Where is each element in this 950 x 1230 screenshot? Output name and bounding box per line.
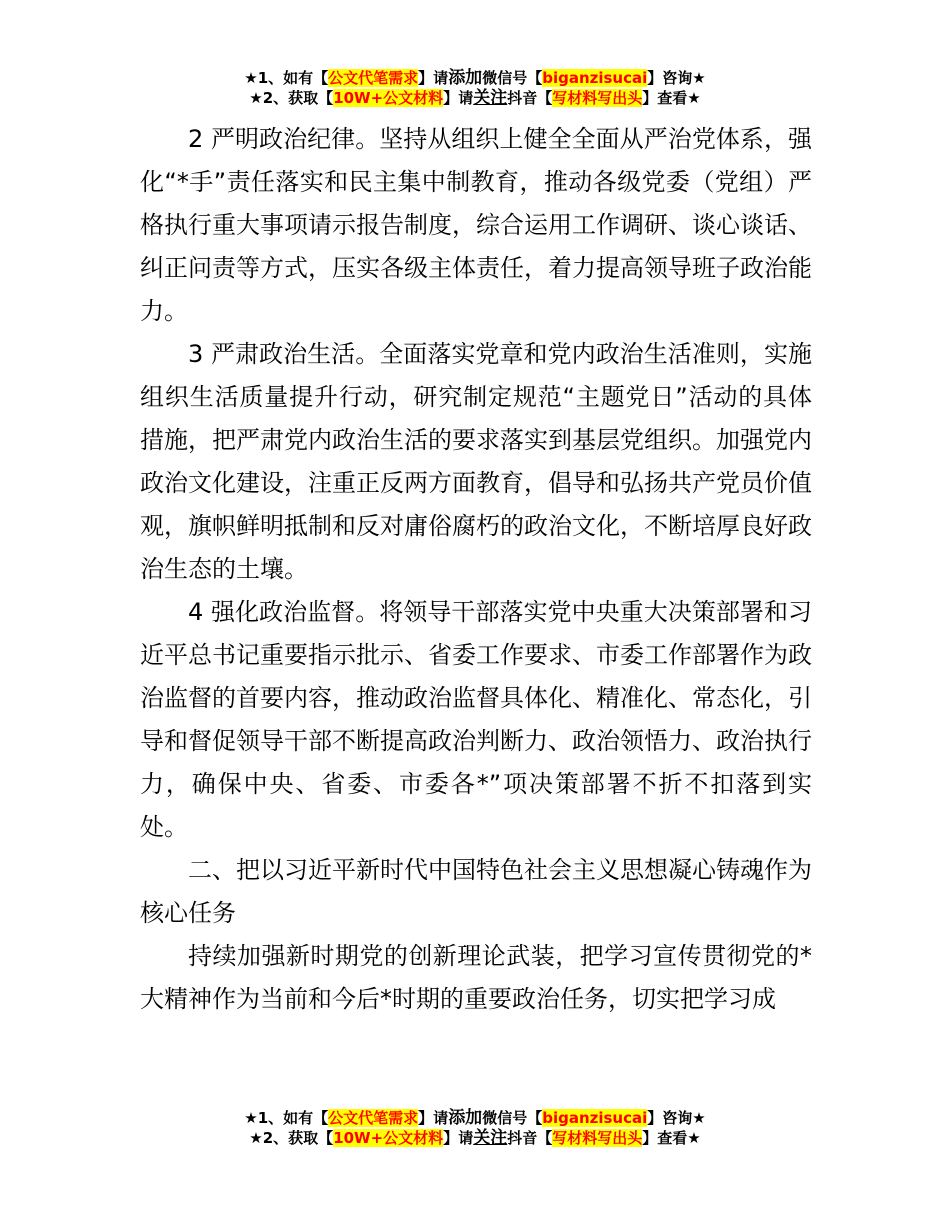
- ad-highlight: 10W+公文材料: [333, 89, 444, 107]
- ad-text: 】请: [443, 89, 474, 107]
- ad-text: 】请: [418, 1109, 449, 1127]
- header-ad-line-2: [0, 88, 950, 108]
- ad-douyin-id: 写材料写出头: [552, 1129, 643, 1147]
- ad-highlight: 10W+公文材料: [333, 1129, 444, 1147]
- ad-emphasis: 关注: [473, 1128, 508, 1148]
- section-heading-2: 二、把以习近平新时代中国特色社会主义思想凝心铸魂作为核心任务: [140, 856, 812, 927]
- ad-text: ★1、如有【: [244, 1109, 329, 1127]
- ad-text: 】咨询★: [647, 1109, 706, 1127]
- ad-emphasis: 添加: [448, 68, 483, 88]
- ad-text: ★1、如有【: [244, 69, 329, 87]
- footer-ad-line-2: [0, 1128, 950, 1148]
- ad-text: 抖音【: [507, 1129, 553, 1147]
- paragraph-political-life: 3 严肃政治生活。全面落实党章和党内政治生活准则，实施组织生活质量提升行动，研究制定规范“主题党日”活动的具体措施，把严肃党内政治生活的要求落实到基层党组织。加强党内政治文化建设，注重正反两方面教育，倡导和弘扬共产党员价值观，旗帜鲜明抵制和反对庸俗腐朽的政治文化，不断培厚良好政治生态的土壤。: [140, 340, 812, 583]
- ad-text: 微信号【: [482, 69, 543, 87]
- ad-highlight: 公文代笔需求: [328, 69, 419, 87]
- paragraph-political-supervision: 4 强化政治监督。将领导干部落实党中央重大决策部署和习近平总书记重要指示批示、省委工作要求、市委工作部署作为政治监督的首要内容，推动政治监督具体化、精准化、常态化，引导和督促领导干部不断提高政治判断力、政治领悟力、政治执行力，确保中央、省委、市委各*”项决策部署不折不扣落到实处。: [140, 598, 812, 841]
- ad-emphasis: 关注: [473, 88, 508, 108]
- ad-text: 】查看★: [642, 1129, 701, 1147]
- ad-emphasis: 添加: [448, 1108, 483, 1128]
- ad-wechat-id: biganzisucai: [542, 69, 648, 87]
- ad-text: 】请: [443, 1129, 474, 1147]
- document-body: [140, 118, 812, 1021]
- header-ad-line-1: [0, 68, 950, 88]
- ad-highlight: 公文代笔需求: [328, 1109, 419, 1127]
- ad-wechat-id: biganzisucai: [542, 1109, 648, 1127]
- ad-text: 微信号【: [482, 1109, 543, 1127]
- paragraph-political-discipline: 2 严明政治纪律。坚持从组织上健全全面从严治党体系，强化“*手”责任落实和民主集中制教育，推动各级党委（党组）严格执行重大事项请示报告制度，综合运用工作调研、谈心谈话、纠正问责等方式，压实各级主体责任，着力提高领导班子政治能力。: [140, 125, 812, 325]
- ad-text: 】咨询★: [647, 69, 706, 87]
- ad-text: ★2、获取【: [249, 89, 334, 107]
- ad-text: ★2、获取【: [249, 1129, 334, 1147]
- footer-ad-line-1: [0, 1108, 950, 1128]
- ad-text: 】请: [418, 69, 449, 87]
- header-ad-banner: [0, 68, 950, 108]
- footer-ad-banner: [0, 1108, 950, 1148]
- paragraph-theory-armament: 持续加强新时期党的创新理论武装，把学习宣传贯彻党的*大精神作为当前和今后*时期的重要政治任务，切实把学习成: [140, 942, 812, 1013]
- ad-text: 】查看★: [642, 89, 701, 107]
- ad-text: 抖音【: [507, 89, 553, 107]
- ad-douyin-id: 写材料写出头: [552, 89, 643, 107]
